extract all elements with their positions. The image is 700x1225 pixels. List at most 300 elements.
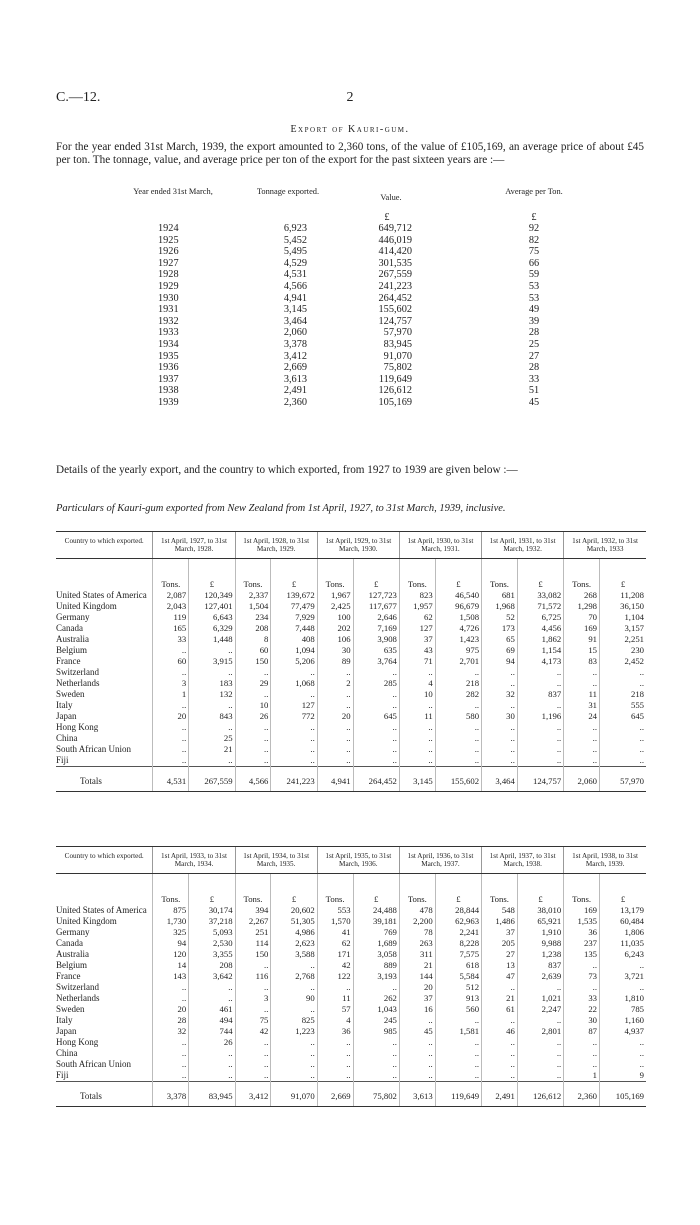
tons-cell: .. <box>235 1048 271 1059</box>
tons-cell: .. <box>399 700 435 711</box>
value-cell: 769 <box>353 927 399 938</box>
value-cell: 6,329 <box>189 623 235 634</box>
value-cell: .. <box>600 960 646 971</box>
value-cell: .. <box>271 744 317 755</box>
summary-value: 264,452 <box>378 292 412 304</box>
value-cell: .. <box>353 689 399 700</box>
tons-cell: 89 <box>317 656 353 667</box>
value-cell: 555 <box>600 700 646 711</box>
value-cell: 7,575 <box>435 949 481 960</box>
tons-cell: .. <box>235 1004 271 1015</box>
table-row <box>56 634 646 645</box>
value-cell: 71,572 <box>517 601 563 612</box>
summary-average: 82 <box>528 234 540 246</box>
country-name: Japan <box>56 711 77 721</box>
value-cell: .. <box>353 667 399 678</box>
value-cell: .. <box>271 1070 317 1082</box>
tons-cell: .. <box>235 1037 271 1048</box>
tons-cell: .. <box>235 667 271 678</box>
totals-row <box>56 1082 646 1107</box>
tons-cell: 61 <box>482 1004 518 1015</box>
value-cell: .. <box>353 755 399 767</box>
value-cell: .. <box>271 1004 317 1015</box>
value-cell: 618 <box>435 960 481 971</box>
summary-year: 1936 <box>158 362 179 374</box>
unit-label: Tons. <box>564 559 600 591</box>
value-cell: 825 <box>271 1015 317 1026</box>
summary-average: 33 <box>528 373 540 385</box>
tons-cell: 237 <box>564 938 600 949</box>
country-name: Switzerland <box>56 667 99 677</box>
value-cell: 9,988 <box>517 938 563 949</box>
unit-label: £ <box>353 559 399 591</box>
table-row <box>56 960 646 971</box>
summary-value: 126,612 <box>378 385 412 397</box>
summary-year: 1925 <box>158 234 179 246</box>
tons-cell: .. <box>482 744 518 755</box>
summary-tons: 5,495 <box>283 246 307 258</box>
tons-cell: 37 <box>399 993 435 1004</box>
tons-cell: .. <box>153 1048 189 1059</box>
value-cell: .. <box>353 733 399 744</box>
value-cell: .. <box>271 667 317 678</box>
tons-cell: 234 <box>235 612 271 623</box>
table-row <box>56 1048 646 1059</box>
value-cell: 837 <box>517 960 563 971</box>
tons-cell: 30 <box>482 711 518 722</box>
value-cell: .. <box>353 982 399 993</box>
tons-cell: 263 <box>399 938 435 949</box>
summary-header-year: Year ended 31st March, <box>133 187 213 196</box>
value-cell: 2,701 <box>435 656 481 667</box>
value-cell: 889 <box>353 960 399 971</box>
tons-cell: 47 <box>482 971 518 982</box>
table-header-row <box>56 532 646 559</box>
value-cell: 139,672 <box>271 590 317 601</box>
tons-cell: 119 <box>153 612 189 623</box>
summary-year: 1932 <box>158 315 179 327</box>
tons-cell: 1,730 <box>153 916 189 927</box>
value-cell: 635 <box>353 645 399 656</box>
value-cell: .. <box>517 1015 563 1026</box>
value-cell: .. <box>517 1048 563 1059</box>
value-cell: 117,677 <box>353 601 399 612</box>
unit-label: £ <box>271 559 317 591</box>
tons-cell: .. <box>564 1048 600 1059</box>
tons-cell: 173 <box>482 623 518 634</box>
summary-year: 1928 <box>158 269 179 281</box>
tons-cell: .. <box>153 744 189 755</box>
export-table-1927-1933 <box>56 531 646 792</box>
tons-cell: .. <box>399 1070 435 1082</box>
value-cell: .. <box>353 744 399 755</box>
value-cell: 1,104 <box>600 612 646 623</box>
value-cell: .. <box>435 667 481 678</box>
tons-cell: 205 <box>482 938 518 949</box>
value-cell: .. <box>517 1059 563 1070</box>
value-cell: 4,726 <box>435 623 481 634</box>
tons-cell: 681 <box>482 590 518 601</box>
value-cell: .. <box>353 1037 399 1048</box>
unit-label: £ <box>189 559 235 591</box>
value-cell: 51,305 <box>271 916 317 927</box>
summary-average: 28 <box>528 327 540 339</box>
tons-cell: .. <box>564 733 600 744</box>
tons-cell: .. <box>153 733 189 744</box>
table-row <box>56 938 646 949</box>
value-cell: 837 <box>517 689 563 700</box>
tons-cell: 1,570 <box>317 916 353 927</box>
totals-label-cell <box>56 1082 153 1107</box>
tons-cell: .. <box>564 960 600 971</box>
tons-cell: 20 <box>153 711 189 722</box>
tons-cell: .. <box>482 722 518 733</box>
value-cell: .. <box>517 733 563 744</box>
value-cell: .. <box>435 1048 481 1059</box>
units-row <box>56 559 646 591</box>
tons-cell: 10 <box>399 689 435 700</box>
tons-cell: .. <box>317 733 353 744</box>
table-row <box>56 744 646 755</box>
value-cell: 28,844 <box>435 905 481 916</box>
country-name: Italy <box>56 700 73 710</box>
total-cell: 267,559 <box>189 767 235 792</box>
period-column-header: 1st April, 1927, to 31st March, 1928. <box>153 532 235 559</box>
value-cell: 262 <box>353 993 399 1004</box>
value-cell: .. <box>271 1048 317 1059</box>
value-cell: .. <box>189 667 235 678</box>
summary-average: 53 <box>528 281 540 292</box>
tons-cell: 37 <box>482 927 518 938</box>
value-cell: 3,642 <box>189 971 235 982</box>
tons-cell: 36 <box>564 927 600 938</box>
table-row <box>56 1070 646 1082</box>
value-cell: .. <box>517 1037 563 1048</box>
summary-average: 75 <box>528 246 540 258</box>
value-cell: .. <box>600 1048 646 1059</box>
tons-cell: 1 <box>564 1070 600 1082</box>
value-cell: 1,068 <box>271 678 317 689</box>
total-cell: 119,649 <box>435 1082 481 1107</box>
summary-average: 66 <box>528 257 540 269</box>
country-name: Germany <box>56 927 90 937</box>
value-cell: .. <box>435 700 481 711</box>
tons-cell: .. <box>235 1070 271 1082</box>
intro-paragraph: For the year ended 31st March, 1939, the export amounted to 2,360 tons, of the value of £105,169, an average price of about £45 per ton. The tonnage, value, and average price per ton of the export for the past sixteen years are :— <box>56 141 644 166</box>
value-cell: 1,910 <box>517 927 563 938</box>
total-cell: 83,945 <box>189 1082 235 1107</box>
tons-cell: 10 <box>235 700 271 711</box>
tons-cell: .. <box>153 722 189 733</box>
total-cell: 155,602 <box>435 767 481 792</box>
page-number: 2 <box>346 90 354 105</box>
tons-cell: 1 <box>153 689 189 700</box>
value-cell: 2,247 <box>517 1004 563 1015</box>
summary-row <box>0 316 700 327</box>
summary-value: 119,649 <box>378 373 412 385</box>
total-cell: 126,612 <box>517 1082 563 1107</box>
tons-cell: .. <box>482 667 518 678</box>
units-row <box>56 874 646 906</box>
value-cell: .. <box>189 982 235 993</box>
value-cell: 7,448 <box>271 623 317 634</box>
table-row <box>56 612 646 623</box>
value-cell: 3,157 <box>600 623 646 634</box>
value-cell: 33,082 <box>517 590 563 601</box>
summary-value: 301,535 <box>378 257 412 269</box>
value-cell: 1,689 <box>353 938 399 949</box>
value-cell: 39,181 <box>353 916 399 927</box>
tons-cell: 3 <box>153 678 189 689</box>
document-code: C.—12. <box>56 90 101 105</box>
tons-cell: .. <box>317 667 353 678</box>
table-header-row <box>56 847 646 874</box>
value-cell: .. <box>353 722 399 733</box>
total-cell: 2,491 <box>482 1082 518 1107</box>
summary-unit-average: £ <box>531 212 537 223</box>
summary-year: 1934 <box>158 339 179 350</box>
summary-average: 53 <box>528 292 540 304</box>
tons-cell: 71 <box>399 656 435 667</box>
unit-label: Tons. <box>153 874 189 906</box>
summary-value: 57,970 <box>383 327 412 339</box>
table-row <box>56 700 646 711</box>
tons-cell: 150 <box>235 656 271 667</box>
value-cell: .. <box>517 982 563 993</box>
tons-cell: 20 <box>153 1004 189 1015</box>
tons-cell: .. <box>235 744 271 755</box>
country-name: Hong Kong <box>56 722 99 732</box>
tons-cell: .. <box>317 744 353 755</box>
tons-cell: 14 <box>153 960 189 971</box>
value-cell: 1,508 <box>435 612 481 623</box>
tons-cell: 823 <box>399 590 435 601</box>
unit-label: Tons. <box>317 559 353 591</box>
tons-cell: .. <box>564 755 600 767</box>
country-name: Australia <box>56 634 89 644</box>
value-cell: 6,643 <box>189 612 235 623</box>
summary-average: 59 <box>528 269 540 281</box>
value-cell: 4,173 <box>517 656 563 667</box>
value-cell: 13,179 <box>600 905 646 916</box>
tons-cell: .. <box>317 689 353 700</box>
value-cell: 461 <box>189 1004 235 1015</box>
tons-cell: 13 <box>482 960 518 971</box>
value-cell: .. <box>189 722 235 733</box>
tons-cell: 78 <box>399 927 435 938</box>
summary-tons: 2,360 <box>283 397 307 408</box>
value-cell: 62,963 <box>435 916 481 927</box>
value-cell: 2,251 <box>600 634 646 645</box>
value-cell: 7,169 <box>353 623 399 634</box>
summary-value: 124,757 <box>378 315 412 327</box>
value-cell: .. <box>435 722 481 733</box>
tons-cell: 16 <box>399 1004 435 1015</box>
summary-value: 241,223 <box>378 281 412 292</box>
table-row <box>56 1037 646 1048</box>
table-row <box>56 689 646 700</box>
value-cell: .. <box>271 722 317 733</box>
value-cell: 90 <box>271 993 317 1004</box>
unit-label: £ <box>271 874 317 906</box>
value-cell: .. <box>353 700 399 711</box>
tons-cell: .. <box>235 982 271 993</box>
tons-cell: 268 <box>564 590 600 601</box>
value-cell: .. <box>189 1059 235 1070</box>
tons-cell: 70 <box>564 612 600 623</box>
total-cell: 3,378 <box>153 1082 189 1107</box>
country-name: Italy <box>56 1015 73 1025</box>
tons-cell: 4 <box>399 678 435 689</box>
table-row <box>56 916 646 927</box>
value-cell: 5,584 <box>435 971 481 982</box>
unit-label: Tons. <box>235 559 271 591</box>
summary-row <box>0 246 700 257</box>
tons-cell: 60 <box>153 656 189 667</box>
tons-cell: .. <box>153 1037 189 1048</box>
section-title: Export of Kauri-gum. <box>290 124 410 135</box>
unit-label: £ <box>600 874 646 906</box>
country-name: Canada <box>56 938 83 948</box>
table-row <box>56 755 646 767</box>
tons-cell: 11 <box>317 993 353 1004</box>
tons-cell: .. <box>564 982 600 993</box>
summary-average: 25 <box>528 339 540 350</box>
tons-cell: .. <box>153 755 189 767</box>
tons-cell: .. <box>399 733 435 744</box>
value-cell: 772 <box>271 711 317 722</box>
value-cell: .. <box>517 678 563 689</box>
value-cell: 744 <box>189 1026 235 1037</box>
value-cell: .. <box>271 982 317 993</box>
tons-cell: 73 <box>564 971 600 982</box>
summary-header-row <box>0 187 700 211</box>
tons-cell: 127 <box>399 623 435 634</box>
tons-cell: .. <box>235 755 271 767</box>
tons-cell: 553 <box>317 905 353 916</box>
tons-cell: 11 <box>564 689 600 700</box>
value-cell: 785 <box>600 1004 646 1015</box>
tons-cell: 62 <box>399 612 435 623</box>
tons-cell: 42 <box>317 960 353 971</box>
tons-cell: .. <box>317 700 353 711</box>
total-cell: 4,531 <box>153 767 189 792</box>
tons-cell: 325 <box>153 927 189 938</box>
tons-cell: .. <box>482 982 518 993</box>
tons-cell: 4 <box>317 1015 353 1026</box>
tons-cell: .. <box>399 1037 435 1048</box>
details-intro: Details of the yearly export, and the country to which exported, from 1927 to 1939 are given below :— <box>56 464 518 476</box>
value-cell: 65,921 <box>517 916 563 927</box>
tons-cell: .. <box>482 1059 518 1070</box>
tons-cell: 32 <box>482 689 518 700</box>
summary-tons: 4,531 <box>283 269 307 281</box>
value-cell: 2,530 <box>189 938 235 949</box>
tons-cell: .. <box>399 744 435 755</box>
summary-tons: 3,613 <box>283 373 307 385</box>
period-column-header: 1st April, 1936, to 31st March, 1937. <box>399 847 481 874</box>
tons-cell: 45 <box>399 1026 435 1037</box>
totals-row <box>56 767 646 792</box>
value-cell: .. <box>517 700 563 711</box>
tons-cell: .. <box>153 993 189 1004</box>
tons-cell: 36 <box>317 1026 353 1037</box>
summary-value: 649,712 <box>378 223 412 234</box>
value-cell: .. <box>600 733 646 744</box>
country-name: Hong Kong <box>56 1037 99 1047</box>
unit-label: £ <box>353 874 399 906</box>
summary-average: 92 <box>528 223 540 234</box>
value-cell: 1,160 <box>600 1015 646 1026</box>
totals-label: Totals <box>80 776 102 786</box>
summary-average: 51 <box>528 385 540 397</box>
total-cell: 2,360 <box>564 1082 600 1107</box>
summary-value: 75,802 <box>383 362 412 374</box>
summary-tons: 2,491 <box>283 385 307 397</box>
value-cell: .. <box>600 1059 646 1070</box>
value-cell: .. <box>600 667 646 678</box>
value-cell: 77,479 <box>271 601 317 612</box>
value-cell: 5,206 <box>271 656 317 667</box>
table-row <box>56 733 646 744</box>
tons-cell: .. <box>317 755 353 767</box>
tons-cell: .. <box>399 1015 435 1026</box>
total-cell: 3,145 <box>399 767 435 792</box>
tons-cell: .. <box>399 755 435 767</box>
tons-cell: 875 <box>153 905 189 916</box>
summary-row <box>0 258 700 269</box>
summary-value: 91,070 <box>383 350 412 362</box>
tons-cell: 29 <box>235 678 271 689</box>
tons-cell: 100 <box>317 612 353 623</box>
value-cell: 2,639 <box>517 971 563 982</box>
value-cell: 21 <box>189 744 235 755</box>
table-row <box>56 1004 646 1015</box>
totals-label: Totals <box>80 1091 102 1101</box>
value-cell: .. <box>271 1059 317 1070</box>
tons-cell: .. <box>564 667 600 678</box>
tons-cell: 30 <box>317 645 353 656</box>
country-column-header: Country to which exported. <box>56 847 153 874</box>
table-row <box>56 645 646 656</box>
country-name: China <box>56 733 78 743</box>
value-cell: 580 <box>435 711 481 722</box>
value-cell: 1,238 <box>517 949 563 960</box>
value-cell: 25 <box>189 733 235 744</box>
tons-cell: .. <box>235 960 271 971</box>
country-name: Switzerland <box>56 982 99 992</box>
total-cell: 241,223 <box>271 767 317 792</box>
unit-label: Tons. <box>399 874 435 906</box>
value-cell: .. <box>435 1059 481 1070</box>
value-cell: 2,646 <box>353 612 399 623</box>
value-cell: 3,915 <box>189 656 235 667</box>
period-column-header: 1st April, 1933, to 31st March, 1934. <box>153 847 235 874</box>
tons-cell: 2,200 <box>399 916 435 927</box>
tons-cell: .. <box>564 1059 600 1070</box>
value-cell: .. <box>435 1070 481 1082</box>
tons-cell: .. <box>399 1059 435 1070</box>
table-row <box>56 971 646 982</box>
value-cell: .. <box>600 678 646 689</box>
tons-cell: 2 <box>317 678 353 689</box>
summary-tons: 3,412 <box>283 350 307 362</box>
tons-cell: 169 <box>564 905 600 916</box>
country-name: Netherlands <box>56 678 100 688</box>
summary-average: 45 <box>528 397 540 408</box>
tons-cell: 91 <box>564 634 600 645</box>
value-cell: 3,721 <box>600 971 646 982</box>
